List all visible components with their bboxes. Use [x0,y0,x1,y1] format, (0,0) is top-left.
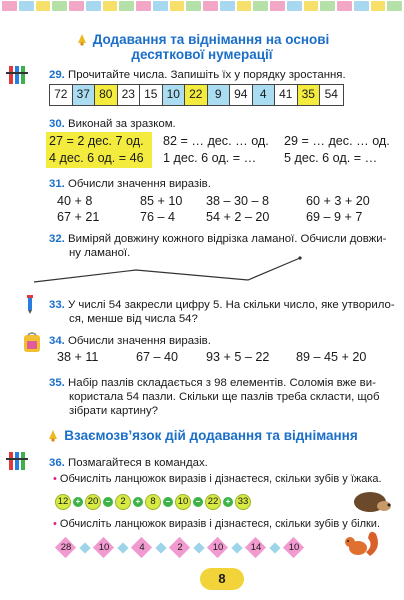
number-cell: 22 [185,85,208,105]
exercise-30-b2: 1 дес. 6 од. = … [163,151,257,165]
expr-31-1: 40 + 8 [57,194,93,208]
stripe-segment [203,1,218,11]
task-30-number: 30. [49,118,65,130]
task-32-number: 32. [49,233,65,245]
chain-diamond-number: 4 [139,542,145,553]
task-33-line2: ся, менше від числа 54? [69,313,198,325]
number-cell: 9 [208,85,231,105]
stripe-segment [153,1,168,11]
task-34-instruction: Обчисли значення виразів. [68,335,211,347]
number-cell: 37 [73,85,96,105]
stripe-segment [287,1,302,11]
expr-34-2: 67 – 40 [136,350,179,364]
number-cell: 10 [163,85,186,105]
backpack-icon [22,331,42,353]
bullet-icon: • [53,473,57,485]
chain-diamond-number: 14 [250,542,262,553]
stripe-segment [337,1,352,11]
stripe-segment [103,1,118,11]
stripe-segment [52,1,67,11]
chain-diamond-number: 10 [98,542,110,553]
pencils-icon [6,450,32,472]
exercise-30-b1: 82 = … дес. … од. [163,134,269,148]
chain-operator-blank [117,542,128,553]
chain-operator: – [193,497,203,507]
expr-34-4: 89 – 45 + 20 [296,350,367,364]
chain-diamond-number: 2 [177,542,183,553]
chain-operator: – [163,497,173,507]
section-title-1-line2: десяткової нумерації [131,47,273,62]
task-32-line1: Виміряй довжину кожного відрізка ламаної. Обчисли довжи- [68,233,387,245]
task-34-number: 34. [49,335,65,347]
task-30-text [49,117,176,131]
stripe-segment [119,1,134,11]
broken-line-drawing [30,250,370,290]
expr-31-5: 67 + 21 [57,210,100,224]
bell-icon [75,32,89,46]
bullet-icon: • [53,518,57,530]
expr-31-3: 38 – 30 – 8 [206,194,270,208]
task-36-text [49,456,208,470]
chain-operator-blank [193,542,204,553]
chain-number: 2 [115,494,131,510]
task-35-line1: Набір пазлів складається з 98 елементів. Соломія вже ви- [68,377,376,389]
number-cell: 35 [298,85,321,105]
stripe-segment [304,1,319,11]
task-36-bullet-2-text: Обчисліть ланцюжок виразів і дізнаєтеся, скільки зубів у білки. [59,518,380,530]
task-31-number: 31. [49,178,65,190]
chain-operator-blank [269,542,280,553]
number-cell: 72 [50,85,73,105]
number-row [49,84,344,106]
task-36-bullet-2 [53,517,380,531]
stripe-segment [371,1,386,11]
expr-34-1: 38 + 11 [57,350,99,364]
expr-31-8: 69 – 9 + 7 [306,210,363,224]
expr-34-3: 93 + 5 – 22 [206,350,270,364]
number-cell: 41 [275,85,298,105]
number-cell: 23 [118,85,141,105]
stripe-segment [136,1,151,11]
number-cell: 54 [324,87,338,101]
stripe-segment [2,1,17,11]
number-cell: 80 [95,85,118,105]
chain-operator: + [133,497,143,507]
section-title-1-line1: Додавання та віднімання на основі [92,32,330,47]
task-35-line3: зібрати картину? [69,405,158,417]
task-36-instruction: Позмагайтеся в командах. [68,457,208,469]
task-36-bullet-1 [53,472,382,486]
task-33-line1: У числі 54 закресли цифру 5. На скільки число, яке утворило- [68,299,395,311]
example-line-2: 4 дес. 6 од. = 46 [49,151,144,165]
stripe-segment [19,1,34,11]
page-number: 8 [200,568,244,590]
chain-number: 8 [145,494,161,510]
stripe-segment [170,1,185,11]
task-31-text [49,177,211,191]
stripe-segment [270,1,285,11]
stripe-segment [320,1,335,11]
stripe-segment [69,1,84,11]
chain-operator-blank [231,542,242,553]
task-29-instruction: Прочитайте числа. Запишіть їх у порядку зростання. [68,69,346,81]
task-36-bullet-1-text: Обчисліть ланцюжок виразів і дізнаєтеся, скільки зубів у їжака. [59,473,382,485]
section-title-2 [0,428,404,443]
task-32-line2: ну ламаної. [69,247,131,259]
pencils-icon [6,64,32,86]
stripe-segment [387,1,402,11]
number-cell: 15 [140,85,163,105]
number-cell: 4 [253,85,276,105]
example-line-1: 27 = 2 дес. 7 од. [49,134,144,148]
stripe-segment [86,1,101,11]
task-33-number: 33. [49,299,65,311]
chain-operator: – [103,497,113,507]
section-title-1 [0,32,404,47]
chain-number: 10 [175,494,191,510]
stripe-segment [354,1,369,11]
exercise-30-c2: 5 дес. 6 од. = … [284,151,378,165]
expr-31-6: 76 – 4 [140,210,176,224]
chain-number: 20 [85,494,101,510]
stripe-segment [186,1,201,11]
task-33-text [49,298,395,312]
chain-diamond-number: 28 [60,542,72,553]
chain-number: 33 [235,494,251,510]
task-30-instruction: Виконай за зразком. [68,118,176,130]
bell-icon [46,428,60,442]
task-29-number: 29. [49,69,65,81]
expr-31-4: 60 + 3 + 20 [306,194,370,208]
task-34-text [49,334,211,348]
chain-number: 12 [55,494,71,510]
stripe-segment [237,1,252,11]
expr-31-2: 85 + 10 [140,194,183,208]
task-29-text [49,68,346,82]
chain-operator-blank [79,542,90,553]
chain-operator: + [73,497,83,507]
chain-number: 22 [205,494,221,510]
number-cell: 94 [230,85,253,105]
expr-31-7: 54 + 2 – 20 [206,210,270,224]
stripe-segment [36,1,51,11]
task-32-text [49,232,386,246]
decorative-top-stripe [0,0,404,12]
hedgehog-icon [352,486,392,514]
task-36-number: 36. [49,457,65,469]
task-35-line2: користала 54 пазли. Скільки ще пазлів треба скласти, щоб [69,391,380,403]
section-title-1-second [0,47,404,62]
chain-diamond-number: 10 [288,542,300,553]
stripe-segment [220,1,235,11]
task-31-instruction: Обчисли значення виразів. [68,178,211,190]
stripe-segment [253,1,268,11]
task-35-number: 35. [49,377,65,389]
task-35-text [49,376,376,390]
chain-operator: + [223,497,233,507]
chain-operator-blank [155,542,166,553]
exercise-30-c1: 29 = … дес. … од. [284,134,390,148]
squirrel-icon [340,528,382,558]
chain-diamond-number: 10 [212,542,224,553]
section-title-2-text: Взаємозв’язок дій додавання та віднімання [64,428,358,443]
pencil-icon [22,294,38,314]
